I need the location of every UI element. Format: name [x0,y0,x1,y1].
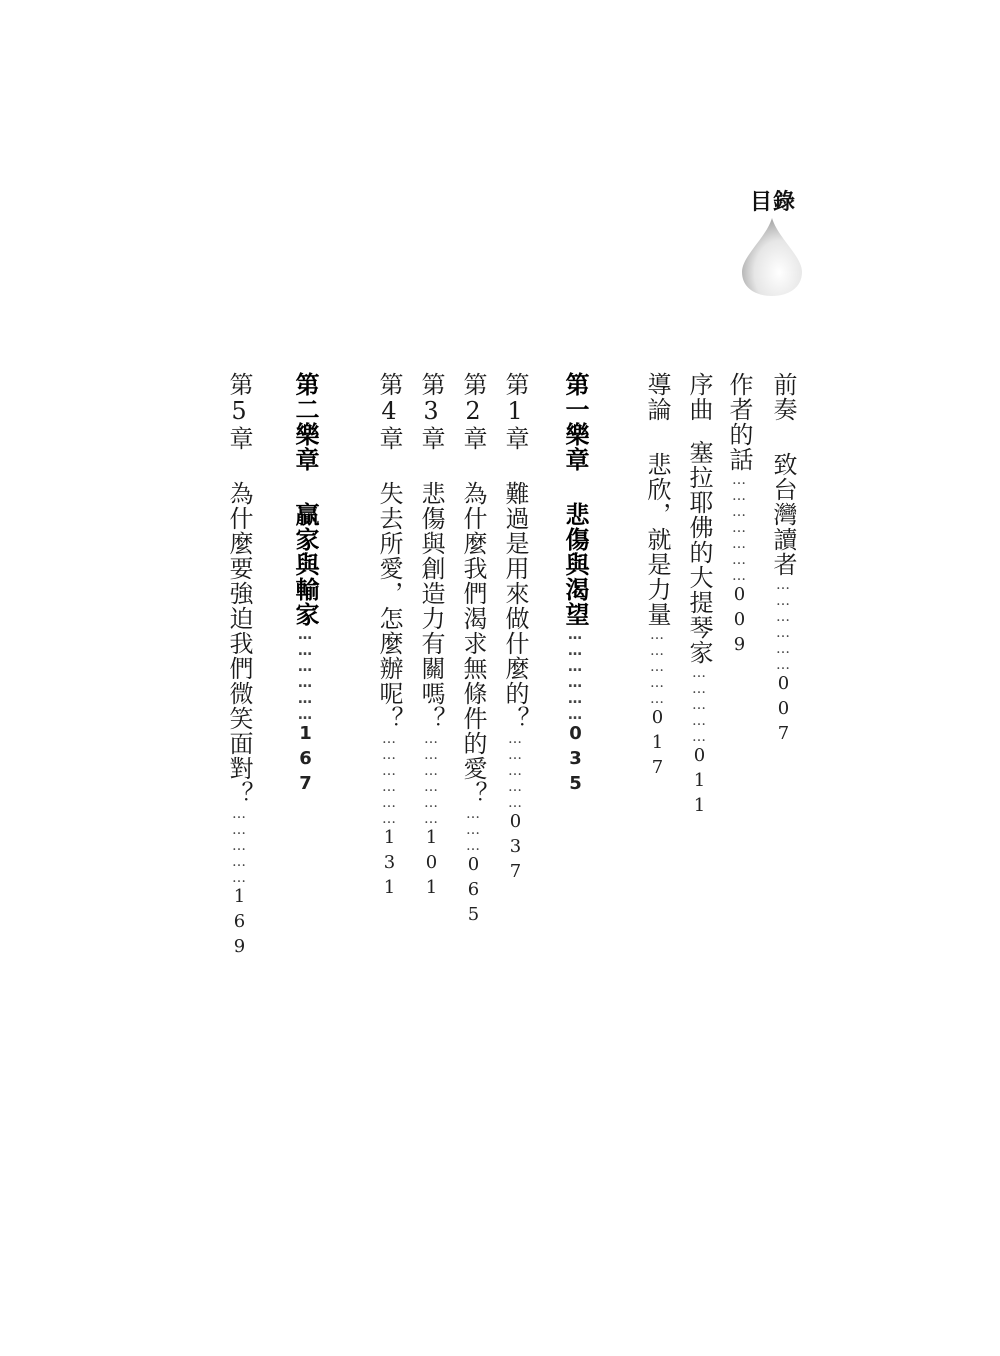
page-number: 167 [295,723,316,798]
toc-entry-chapter-3[interactable] [414,372,448,902]
part-label: 第一樂章 [561,372,589,472]
page-number: 017 [647,707,668,782]
toc-part-movement-1[interactable] [558,372,592,798]
dot-leader: ……………… [775,577,791,673]
entry-label: 序曲 [685,372,713,422]
dot-leader: …………… [231,806,247,886]
dot-leader: …………… [507,731,523,811]
entry-title: 失去所愛，怎麼辦呢？ [375,481,403,731]
page-number: 101 [421,827,442,902]
page-number: 169 [229,886,250,961]
dot-leader: …………… [691,665,707,745]
dot-leader: ………………… [731,472,747,584]
entry-title: 致台灣讀者 [769,452,797,577]
entry-title: 難過是用來做什麼的？ [501,481,529,731]
dot-leader: ……………… [423,731,439,827]
page-number: 131 [379,827,400,902]
water-drop-icon [738,216,806,298]
part-title: 贏家與輸家 [291,502,319,627]
dot-leader: ……………… [297,627,313,723]
toc-entry-chapter-5[interactable] [222,372,256,961]
toc-part-movement-2[interactable] [288,372,322,798]
entry-label: 第1章 [501,372,529,451]
page-number: 009 [729,584,750,659]
page-number: 035 [565,723,586,798]
dot-leader: ……………… [381,731,397,827]
toc-entry-prelude[interactable] [766,372,800,748]
entry-title: 為什麼我們渴求無條件的愛？ [459,481,487,806]
toc-entry-chapter-4[interactable] [372,372,406,902]
toc-entry-overture[interactable] [682,372,716,820]
entry-title: 悲傷與創造力有關嗎？ [417,481,445,731]
toc-entry-chapter-2[interactable] [456,372,490,929]
dot-leader: ……… [465,806,481,854]
toc-entry-chapter-1[interactable] [498,372,532,886]
toc-title: 目錄 [749,190,796,215]
dot-leader: …………… [649,627,665,707]
entry-label: 第5章 [225,372,253,451]
toc-entry-introduction[interactable] [640,372,674,782]
entry-title: 為什麼要強迫我們微笑面對？ [225,481,253,806]
entry-label: 導論 [643,372,671,422]
part-label: 第二樂章 [291,372,319,472]
dot-leader: ……………… [567,627,583,723]
entry-label: 第3章 [417,372,445,451]
entry-label: 前奏 [769,372,797,422]
page-number: 007 [773,673,794,748]
page-number: 037 [505,811,526,886]
entry-title: 作者的話 [725,372,753,472]
page-number: 011 [689,745,710,820]
entry-title: 悲欣，就是力量 [643,452,671,627]
page-number: 065 [463,854,484,929]
entry-title: 塞拉耶佛的大提琴家 [685,440,713,665]
part-title: 悲傷與渴望 [561,502,589,627]
toc-entry-author-note[interactable] [722,372,756,659]
entry-label: 第2章 [459,372,487,451]
entry-label: 第4章 [375,372,403,451]
